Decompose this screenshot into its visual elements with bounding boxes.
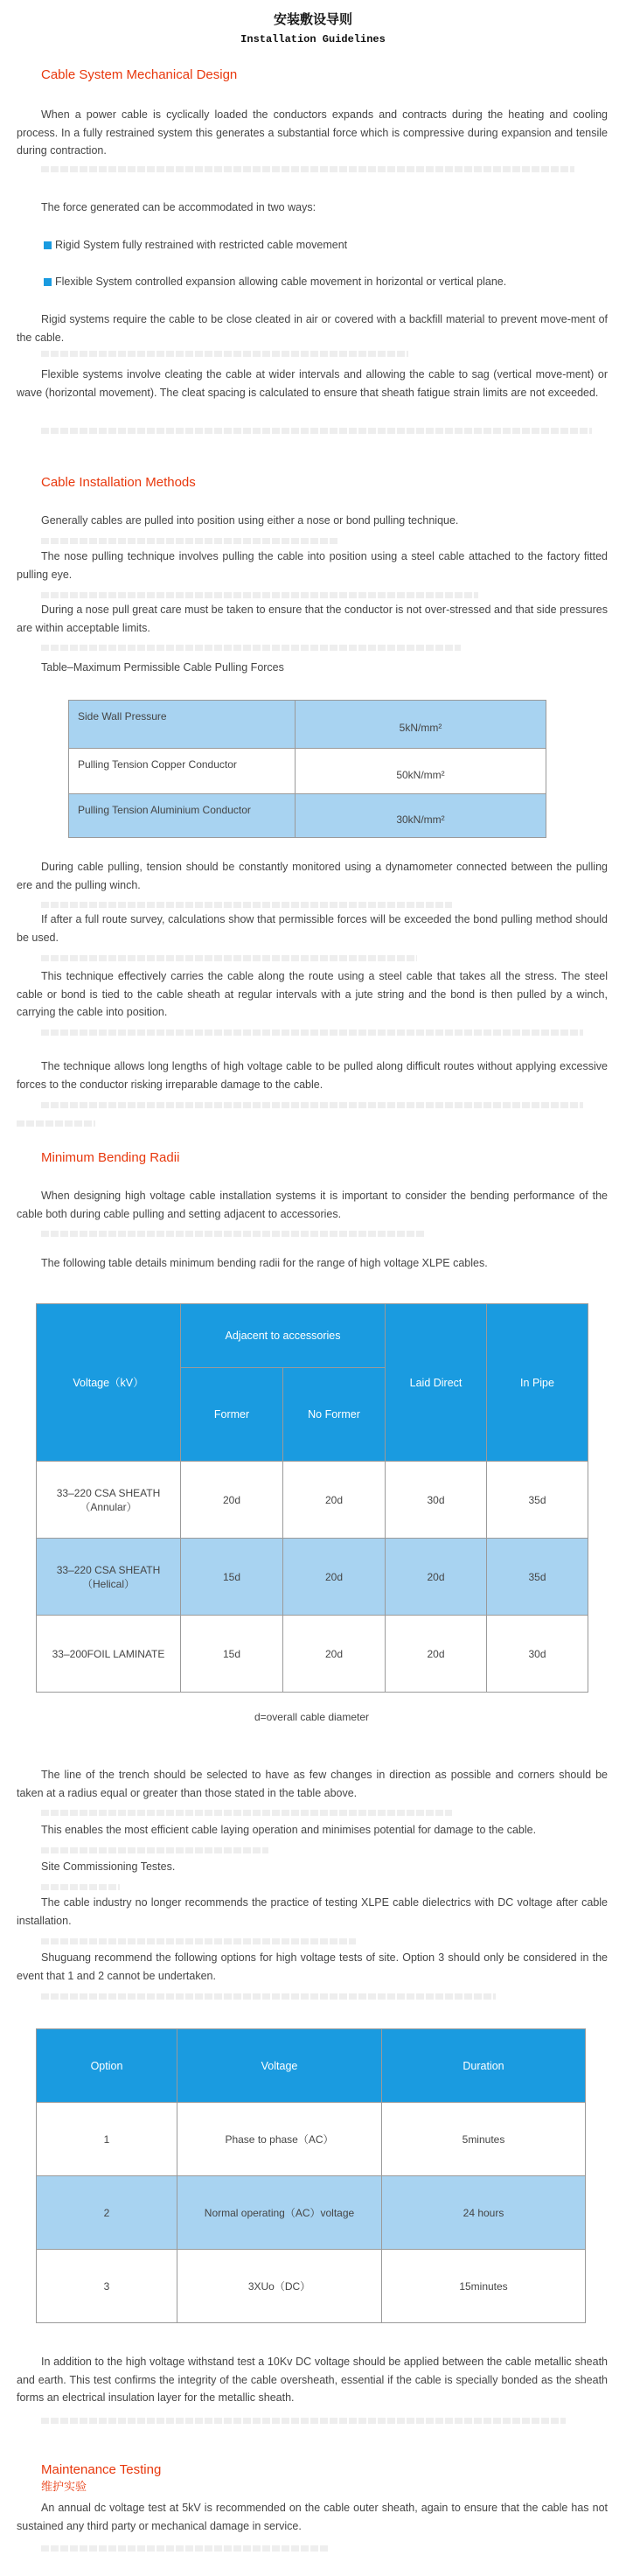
table-cell-voltage: 3XUo（DC） [177,2250,382,2323]
paragraph-pulling-techniques: Generally cables are pulled into position using either a nose or bond pulling technique. [41,514,459,527]
table-cell: 15d [181,1539,283,1616]
table-cell-cable-type: 33–220 CSA SHEATH （Annular） [37,1462,181,1539]
faint-translation-line [41,1102,583,1108]
faint-translation-line [41,1993,496,2000]
header-in-pipe: In Pipe [487,1304,588,1462]
paragraph-annual-test: An annual dc voltage test at 5kV is recommended on the cable outer sheath, again to ensure that the cable has not sustained any third party or mechanical damage in service. [17,2502,608,2532]
table-cell-voltage: Phase to phase（AC） [177,2103,382,2176]
paragraph-tension-monitoring: During cable pulling, tension should be constantly monitored using a dynamometer connected between the pulling ere and the pulling winch. [17,861,608,891]
table-row [37,1462,588,1539]
table-cell: 20d [386,1616,487,1693]
table-row [37,2176,586,2250]
section-heading-maintenance-testing-cn: 维护实验 [41,2481,87,2494]
table-cell-cable-type: 33–220 CSA SHEATH （Helical） [37,1539,181,1616]
table-cell: 20d [386,1539,487,1616]
bending-radii-table [36,1303,588,1693]
table-cell: 30d [386,1462,487,1539]
table-cell-value: 5kN/mm² [296,701,546,749]
paragraph-table-intro: The following table details minimum bending radii for the range of high voltage XLPE cables. [41,1257,488,1269]
site-test-options-table [36,2028,586,2323]
table-caption-pulling-forces: Table–Maximum Permissible Cable Pulling Forces [41,661,284,674]
header-laid-direct: Laid Direct [386,1304,487,1462]
paragraph-force-accommodation: The force generated can be accommodated in two ways: [41,201,316,213]
table-row [69,749,546,794]
table-row [37,1616,588,1693]
table-row [69,794,546,838]
page-title-cn: 安装敷设导则 [273,11,352,27]
paragraph-dc-testing: The cable industry no longer recommends the practice of testing XLPE cable dielectrics with DC voltage after cable installation. [17,1896,608,1927]
table-row [37,2250,586,2323]
pulling-forces-table [68,700,546,838]
section-heading-mechanical-design: Cable System Mechanical Design [41,67,238,82]
header-option: Option [37,2029,177,2103]
paragraph-trench-line: The line of the trench should be selected to have as few changes in direction as possible and corners should be taken at a radius equal or greater than those stated in the table above. [17,1769,608,1799]
page-title-en: Installation Guidelines [240,33,386,45]
bullet-flexible-system [44,273,603,291]
faint-translation-line [41,538,338,544]
table-cell: 20d [283,1462,386,1539]
faint-translation-line [41,1884,120,1890]
table-row [37,1539,588,1616]
faint-translation-line [41,955,417,961]
paragraph-bending-performance: When designing high voltage cable installation systems it is important to consider the bending performance of the cable both during cable pulling and setting adjacent to accessories. [17,1190,608,1220]
table-cell: 20d [283,1539,386,1616]
paragraph-long-lengths: The technique allows long lengths of high voltage cable to be pulled along difficult routes without applying excessive forces to the conductor risking irreparable damage to the cable. [17,1060,608,1091]
header-no-former: No Former [283,1368,386,1462]
section-heading-installation-methods: Cable Installation Methods [41,475,196,490]
table-cell: 35d [487,1462,588,1539]
paragraph-bond-technique: This technique effectively carries the cable along the route using a steel cable that takes all the stress. The steel cable or bond is tied to the cable sheath at regular intervals with a jute string and the bond is then pulled by a winch, carrying the cable into position. [17,970,608,1018]
faint-translation-line [17,1120,95,1127]
table-cell: 20d [283,1616,386,1693]
paragraph-flexible-systems: Flexible systems involve cleating the cable at wider intervals and allowing the cable to sag (vertical move-ment) or wave (horizontal movement). The cleat spacing is calculated to ensure that sheath fatigue strain limits are not exceeded. [17,368,608,399]
table-cell: 35d [487,1539,588,1616]
header-voltage: Voltage [177,2029,382,2103]
header-voltage: Voltage（kV） [37,1304,181,1462]
table-note: d=overall cable diameter [254,1711,370,1723]
blue-square-bullet-icon [44,278,52,286]
paragraph-nose-pulling: The nose pulling technique involves pulling the cable into position using a steel cable attached to the factory fitted pulling eye. [17,550,608,581]
faint-translation-line [41,166,574,172]
table-cell-option: 3 [37,2250,177,2323]
table-cell-value: 50kN/mm² [296,749,546,794]
header-adjacent-to-accessories: Adjacent to accessories [181,1304,386,1368]
header-duration: Duration [382,2029,586,2103]
table-cell: 30d [487,1616,588,1693]
table-row [37,2103,586,2176]
table-cell-label: Side Wall Pressure [69,701,296,749]
table-cell-option: 2 [37,2176,177,2250]
site-commissioning-title: Site Commissioning Testes. [41,1860,176,1873]
bullet-text: Rigid System fully restrained with restricted cable movement [55,239,348,251]
table-cell: 20d [181,1462,283,1539]
table-cell-option: 1 [37,2103,177,2176]
blue-square-bullet-icon [44,241,52,249]
faint-translation-line [41,902,452,908]
paragraph-route-survey: If after a full route survey, calculations show that permissible forces will be exceeded the bond pulling method should be used. [17,913,608,944]
faint-translation-line [41,1847,268,1853]
table-cell-label: Pulling Tension Copper Conductor [69,749,296,794]
section-heading-maintenance-testing: Maintenance Testing [41,2462,162,2477]
paragraph-sheath-test: In addition to the high voltage withstand test a 10Kv DC voltage should be applied between the cable metallic sheath and earth. This test confirms the integrity of the cable oversheath, essential if the cable is specially bonded as the sheath forms an electrical insulation layer for the metallic sheath. [17,2356,608,2404]
table-cell-value: 30kN/mm² [296,794,546,838]
faint-translation-line [41,1030,583,1036]
faint-translation-line [41,351,408,357]
header-former: Former [181,1368,283,1462]
table-cell: 15d [181,1616,283,1693]
table-cell-duration: 5minutes [382,2103,586,2176]
table-row [69,701,546,749]
table-header-row [37,1304,588,1368]
faint-translation-line [41,2545,330,2552]
faint-translation-line [41,428,592,434]
paragraph-nose-pull-care: During a nose pull great care must be taken to ensure that the conductor is not over-stressed and that side pressures are within acceptable limits. [17,604,608,634]
faint-translation-line [41,1810,452,1816]
section-heading-bending-radii: Minimum Bending Radii [41,1150,180,1165]
paragraph-rigid-systems: Rigid systems require the cable to be close cleated in air or covered with a backfill material to prevent move-ment of the cable. [17,313,608,344]
faint-translation-line [41,592,478,598]
bullet-text: Flexible System controlled expansion allowing cable movement in horizontal or vertical plane. [55,276,507,288]
bullet-rigid-system [44,236,603,255]
faint-translation-line [41,2418,566,2424]
paragraph-efficient-laying: This enables the most efficient cable laying operation and minimises potential for damage to the cable. [41,1824,537,1836]
paragraph-test-options: Shuguang recommend the following options for high voltage tests of site. Option 3 should only be considered in the event that 1 and 2 cannot be undertaken. [17,1951,608,1982]
table-cell-duration: 15minutes [382,2250,586,2323]
table-cell-duration: 24 hours [382,2176,586,2250]
faint-translation-line [41,1938,356,1944]
paragraph-cyclic-loading: When a power cable is cyclically loaded the conductors expands and contracts during the heating and cooling process. In a fully restrained system this generates a substantial force which is compressive during expansion and tensile during contraction. [17,108,608,157]
faint-translation-line [41,645,461,651]
table-header-row [37,2029,586,2103]
faint-translation-line [41,1231,426,1237]
table-cell-cable-type: 33–200FOIL LAMINATE [37,1616,181,1693]
table-cell-label: Pulling Tension Aluminium Conductor [69,794,296,838]
table-cell-voltage: Normal operating（AC）voltage [177,2176,382,2250]
